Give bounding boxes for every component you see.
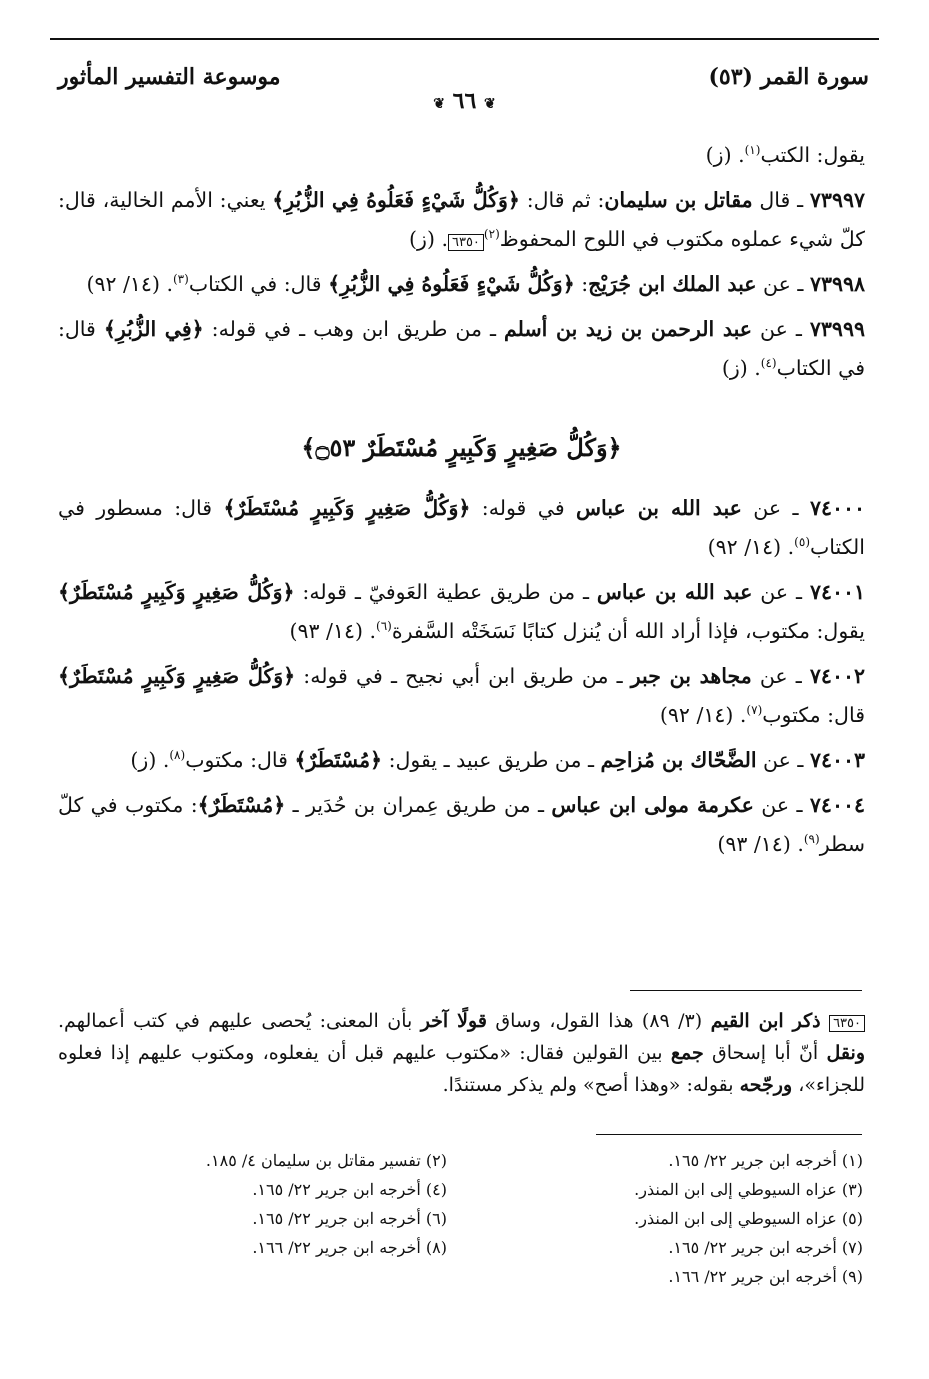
narration-entry: ٧٣٩٩٧ ـ قال مقاتل بن سليمان: ثم قال: ﴿وَكُلُّ شَيْءٍ فَعَلُوهُ فِي الزُّبُرِ﴾ يعني: الأمم الخالية، قال: كلّ شيء عملوه مكتوب في اللوح المحفوظ$^{(٢)}$٦٣٥٠. (ز) xyxy=(58,188,865,251)
quran-quote: ﴿مُسْتَطَرٌ﴾ xyxy=(294,748,383,772)
commentary-note: ٦٣٥٠ ذكر ابن القيم (٣/ ٨٩) هذا القول، وساق قولًا آخر بأن المعنى: يُحصى عليهم في كتب أعمالهم. ونقل أنّ أبا إسحاق جمع بين القولين فقال: «مكتوب عليهم قبل أن يفعلوه، ومكتوب عليهم إذا فعلوه للجزاء»، ورجّحه بقوله: «وهذا أصح» ولم يذكر مستندًا. xyxy=(58,1010,865,1096)
entry-number: ٧٤٠٠٤ xyxy=(809,793,865,817)
ornament-icon: ❦ xyxy=(433,96,445,112)
footnote-ref: (٤) xyxy=(760,356,777,371)
commentary-ref-box: ٦٣٥٠ xyxy=(448,234,484,251)
entry-number: ٧٤٠٠٢ xyxy=(809,664,865,688)
footnote-item: (٢) تفسير مقاتل بن سليمان ٤/ ١٨٥. xyxy=(205,1151,447,1170)
page-number: ٦٦ xyxy=(452,88,477,114)
footnotes-column-left xyxy=(206,1146,447,1262)
narrator-name: مقاتل بن سليمان xyxy=(604,188,753,212)
narration-entry: ٧٤٠٠٢ ـ عن مجاهد بن جبر ـ من طريق ابن أبي نجيح ـ في قوله: ﴿وَكُلُّ صَغِيرٍ وَكَبِيرٍ مُسْتَطَرٌ﴾ قال: مكتوب$^{(٧)}$. (١٤/ ٩٢) xyxy=(58,664,865,727)
footnote-item: (٣) عزاه السيوطي إلى ابن المنذر. xyxy=(634,1180,863,1199)
quran-quote: ﴿وَكُلُّ شَيْءٍ فَعَلُوهُ فِي الزُّبُرِ﴾ xyxy=(328,272,575,296)
footnote-ref: (٢) xyxy=(483,227,500,242)
quran-quote: ﴿فِي الزُّبُرِ﴾ xyxy=(103,317,204,341)
footnote-item: (٨) أخرجه ابن جرير ٢٢/ ١٦٦. xyxy=(252,1238,447,1257)
footnotes-separator xyxy=(596,1134,862,1135)
quran-quote: ﴿وَكُلُّ شَيْءٍ فَعَلُوهُ فِي الزُّبُرِ﴾ xyxy=(272,188,520,212)
entry-number: ٧٣٩٩٨ xyxy=(809,272,865,296)
entry-number: ٧٤٠٠٠ xyxy=(809,496,865,520)
footnote-ref: (٧) xyxy=(746,703,763,718)
verse-heading: ﴿وَكُلُّ صَغِيرٍ وَكَبِيرٍ مُسْتَطَرٌ ۝٥٣﴾ xyxy=(301,433,622,462)
quran-quote: ﴿وَكُلُّ صَغِيرٍ وَكَبِيرٍ مُسْتَطَرٌ﴾ xyxy=(223,496,471,520)
surah-title: سورة القمر (٥٣) xyxy=(708,64,869,90)
quran-quote: ﴿وَكُلُّ صَغِيرٍ وَكَبِيرٍ مُسْتَطَرٌ﴾ xyxy=(58,664,296,688)
footnote-ref: (٩) xyxy=(803,832,820,847)
narrator-name: عبد الرحمن بن زيد بن أسلم xyxy=(504,317,753,341)
page-number-box xyxy=(419,88,509,114)
footnote-item: (٧) أخرجه ابن جرير ٢٢/ ١٦٥. xyxy=(668,1238,863,1257)
footnote-ref: (١) xyxy=(744,143,761,158)
footnote-item: (٤) أخرجه ابن جرير ٢٢/ ١٦٥. xyxy=(252,1180,447,1199)
narrator-name: الضَّحّاك بن مُزاحِم xyxy=(600,748,757,772)
footnote-item: (٥) عزاه السيوطي إلى ابن المنذر. xyxy=(634,1209,863,1228)
footnote-ref: (٣) xyxy=(172,272,189,287)
narrator-name: عبد الملك ابن جُرَيْج xyxy=(588,272,757,296)
narration-entry: ٧٤٠٠٣ ـ عن الضَّحّاك بن مُزاحِم ـ من طريق عبيد ـ يقول: ﴿مُسْتَطَرٌ﴾ قال: مكتوب$^{(٨)}$. (ز) xyxy=(130,748,865,772)
continued-line: يقول: الكتب$^{(١)}$. (ز) xyxy=(705,143,865,167)
page-number-row xyxy=(0,88,929,114)
commentary-ref-box: ٦٣٥٠ xyxy=(829,1015,865,1032)
narrator-name: مجاهد بن جبر xyxy=(630,664,752,688)
narration-entry: ٧٣٩٩٨ ـ عن عبد الملك ابن جُرَيْج: ﴿وَكُلُّ شَيْءٍ فَعَلُوهُ فِي الزُّبُرِ﴾ قال: في الكتاب$^{(٣)}$. (١٤/ ٩٢) xyxy=(86,272,865,296)
main-text xyxy=(58,136,865,870)
entry-number: ٧٣٩٩٩ xyxy=(809,317,865,341)
footnotes-column-right xyxy=(634,1146,863,1291)
narration-entry: ٧٤٠٠٠ ـ عن عبد الله بن عباس في قوله: ﴿وَكُلُّ صَغِيرٍ وَكَبِيرٍ مُسْتَطَرٌ﴾ قال: مسطور في الكتاب$^{(٥)}$. (١٤/ ٩٢) xyxy=(58,496,865,559)
narrator-name: عكرمة مولى ابن عباس xyxy=(551,793,754,817)
narrator-name: عبد الله بن عباس xyxy=(596,580,753,604)
narrator-name: عبد الله بن عباس xyxy=(576,496,742,520)
entry-number: ٧٣٩٩٧ xyxy=(809,188,865,212)
ornament-icon: ❦ xyxy=(483,96,496,112)
quran-quote: ﴿وَكُلُّ صَغِيرٍ وَكَبِيرٍ مُسْتَطَرٌ﴾ xyxy=(58,580,295,604)
narration-entry: ٧٤٠٠٤ ـ عن عكرمة مولى ابن عباس ـ من طريق عِمران بن حُدَير ـ ﴿مُسْتَطَرٌ﴾: مكتوب في كلّ سطر$^{(٩)}$. (١٤/ ٩٣) xyxy=(58,793,865,856)
footnote-ref: (٥) xyxy=(794,535,810,550)
entry-number: ٧٤٠٠١ xyxy=(809,580,865,604)
entry-number: ٧٤٠٠٣ xyxy=(809,748,865,772)
footnote-ref: (٦) xyxy=(376,619,392,634)
commentary-separator xyxy=(630,990,862,991)
footnote-item: (٩) أخرجه ابن جرير ٢٢/ ١٦٦. xyxy=(668,1267,863,1286)
narration-entry: ٧٣٩٩٩ ـ عن عبد الرحمن بن زيد بن أسلم ـ من طريق ابن وهب ـ في قوله: ﴿فِي الزُّبُرِ﴾ قال: في الكتاب$^{(٤)}$. (ز) xyxy=(58,317,865,380)
quran-quote: ﴿مُسْتَطَرٌ﴾ xyxy=(197,793,286,817)
footnote-item: (٦) أخرجه ابن جرير ٢٢/ ١٦٥. xyxy=(252,1209,447,1228)
narration-entry: ٧٤٠٠١ ـ عن عبد الله بن عباس ـ من طريق عطية العَوفيّ ـ قوله: ﴿وَكُلُّ صَغِيرٍ وَكَبِيرٍ مُسْتَطَرٌ﴾ يقول: مكتوب، فإذا أراد الله أن يُنزل كتابًا نَسَخَتْه السَّفرة$^{(٦)}$. (١٤/ ٩٣) xyxy=(58,580,865,643)
footnote-ref: (٨) xyxy=(169,748,186,763)
header-rule xyxy=(50,38,879,40)
footnote-item: (١) أخرجه ابن جرير ٢٢/ ١٦٥. xyxy=(668,1151,863,1170)
book-title: موسوعة التفسير المأثور xyxy=(58,64,281,90)
